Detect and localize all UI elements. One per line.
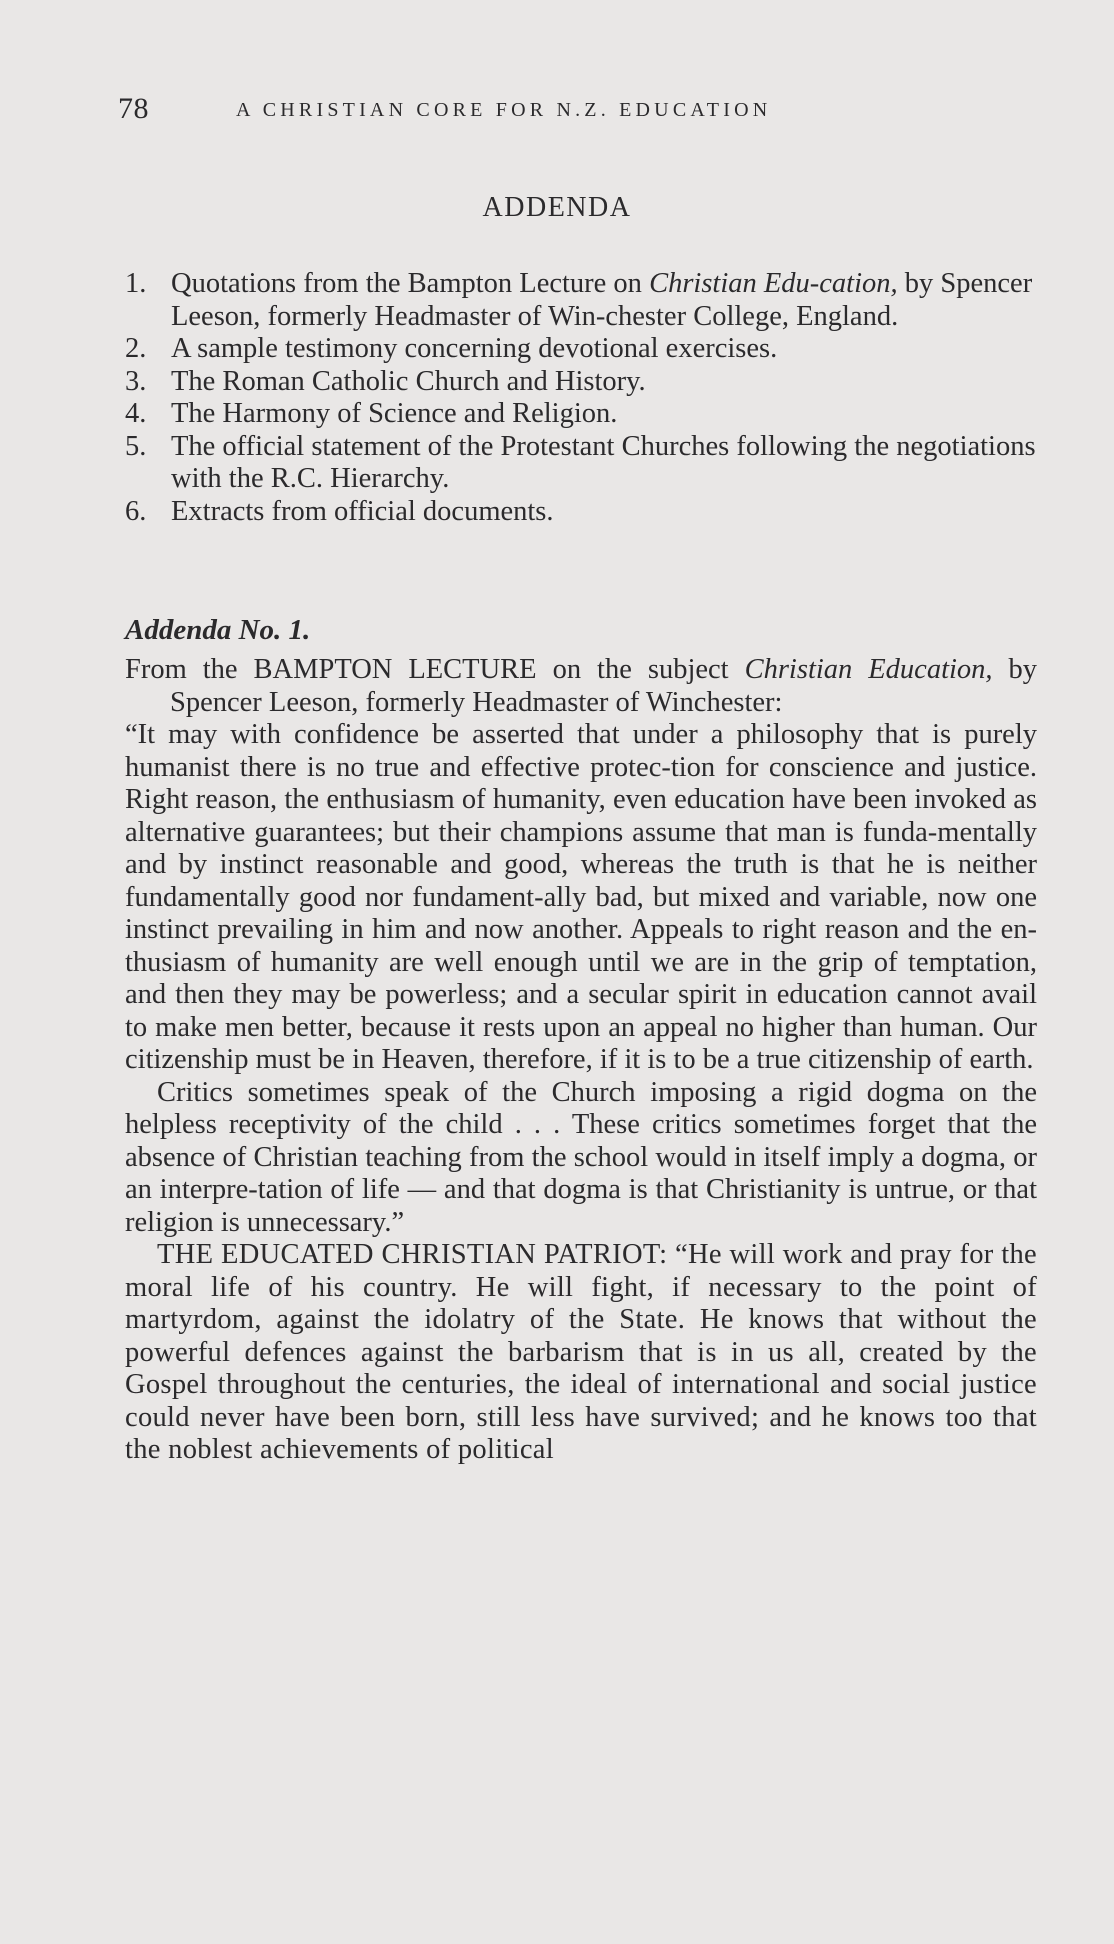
intro-paragraph [125,654,1037,719]
body-text [125,654,1037,1467]
list-item-text: The official statement of the Protestant Churches following the negotiations with the R.C. Hierarchy. [171,430,1036,494]
list-item [125,268,1037,333]
list-item-number: 2. [125,333,147,364]
list-item [125,398,1037,431]
list-item-number: 4. [125,398,147,429]
page-number: 78 [118,92,149,125]
list-item [125,496,1037,529]
addenda-subheading: Addenda No. 1. [125,614,311,646]
running-title: A CHRISTIAN CORE FOR N.Z. EDUCATION [236,99,772,121]
running-head [118,92,998,132]
intro-italic-title: Christian Education, [744,654,993,685]
list-item-text: A sample testimony concerning devotional exercises. [171,333,778,364]
list-item-italic-title: Christian Edu-cation, [649,268,898,299]
list-item-text: Quotations from the Bampton Lecture on [171,268,650,299]
intro-text: From the BAMPTON LECTURE on the subject [125,654,745,685]
list-item-text: The Harmony of Science and Religion. [171,398,618,429]
list-item-number: 5. [125,430,147,462]
list-item-number: 6. [125,495,147,527]
list-item-text-continued: by Spencer Leeson, formerly Headmaster of Win-chester College, England. [171,268,1033,332]
quote-paragraph: Critics sometimes speak of the Church imposing a rigid dogma on the helpless receptivity of the child . . . These critics sometimes forget that the absence of Christian teaching from the school would in itself imply a dogma, or an interpre-tation of life — and that dogma is that Christianity is untrue, or that religion is unnecessary.” [125,1076,1037,1238]
quote-paragraph: “It may with confidence be asserted that under a philosophy that is purely humanist there is no true and effective protec-tion for conscience and justice. Right reason, the enthusiasm of humanity, even education have been invoked as alternative guarantees; but their champions assume that man is funda-mentally and by instinct reasonable and good, whereas the truth is that he is neither fundamentally good nor fundament-ally bad, but mixed and variable, now one instinct prevailing in him and now another. Appeals to right reason and the en-thusiasm of humanity are well enough until we are in the grip of temptation, and then they may be powerless; and a secular spirit in education cannot avail to make men better, because it rests upon an appeal no higher than human. Our citizenship must be in Heaven, therefore, if it is to be a true citizenship of earth. [125,719,1037,1075]
list-item-text: Extracts from official documents. [171,495,554,527]
list-item-number: 1. [125,268,147,299]
list-item [125,333,1037,366]
patriot-paragraph: THE EDUCATED CHRISTIAN PATRIOT: “He will work and pray for the moral life of his country. He will fight, if necessary to the point of martyrdom, against the idolatry of the State. He knows that without the powerful defences against the barbarism that is in us all, created by the Gospel throughout the centuries, the ideal of international and social justice could never have been born, still less have survived; and he knows too that the noblest achievements of political [125,1239,1037,1465]
intro-text-continued: by Spencer Leeson, formerly Headmaster of Winchester: [170,654,1038,718]
list-item-text: The Roman Catholic Church and History. [171,365,646,397]
list-item-number: 3. [125,365,147,397]
list-item [125,431,1037,496]
section-heading: ADDENDA [482,192,632,223]
addenda-contents-list [125,268,1037,528]
list-item [125,366,1037,399]
